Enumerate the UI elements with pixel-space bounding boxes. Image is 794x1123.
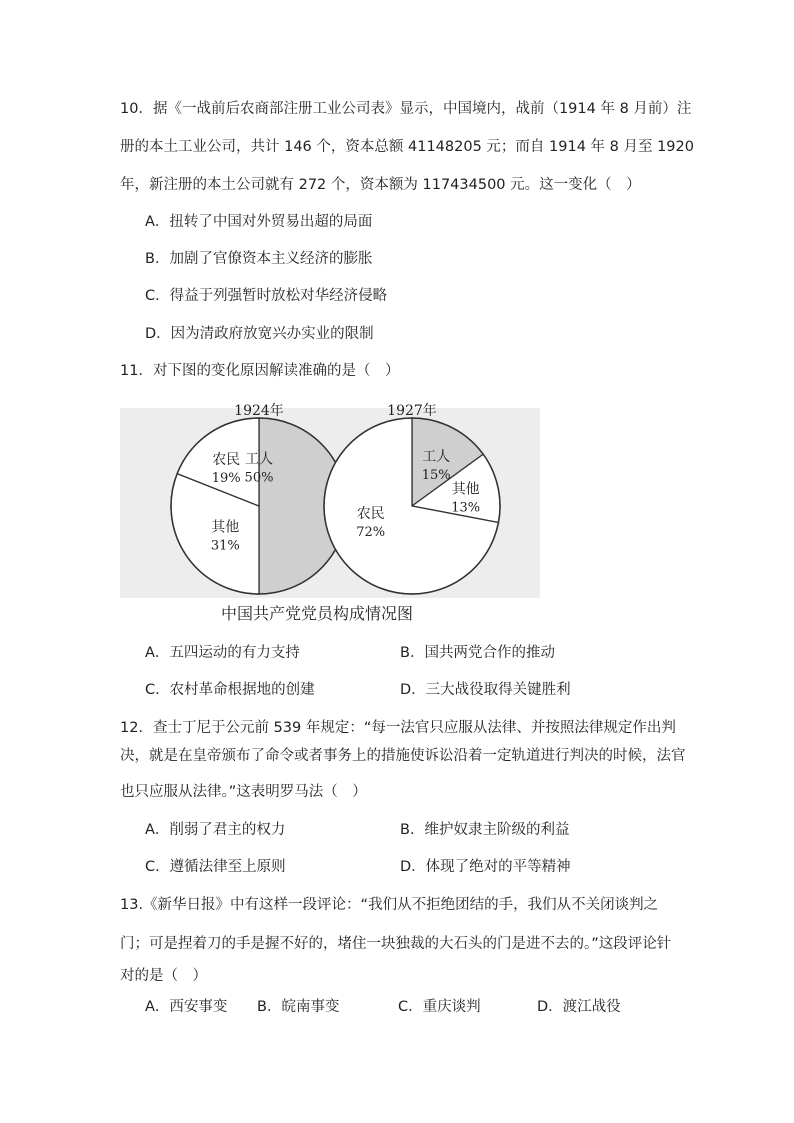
q13-stem-line-3: 对的是（ ）	[120, 968, 207, 984]
pie-slice-value: 15%	[421, 468, 451, 484]
q13-stem-line-1: 13.《新华日报》中有这样一段评论：“我们从不拒绝团结的手，我们从不关闭谈判之	[120, 897, 659, 913]
q10-stem-line-2: 册的本土工业公司，共计 146 个，资本总额 41148205 元；而自 1914 年 8 月至 1920	[120, 139, 694, 155]
pie-title: 1927年	[387, 403, 437, 419]
q11-option-d[interactable]: D．三大战役取得关键胜利	[400, 682, 571, 698]
q12-stem-line-3: 也只应服从法律。”这表明罗马法（ ）	[120, 784, 367, 800]
q13-option-a[interactable]: A．西安事变	[145, 999, 228, 1015]
q12-option-c[interactable]: C．遵循法律至上原则	[145, 859, 286, 875]
chart-caption: 中国共产党党员构成情况图	[220, 604, 414, 623]
party-membership-chart	[120, 398, 540, 630]
q12-stem-line-1: 12．查士丁尼于公元前 539 年规定：“每一法官只应服从法律、并按照法律规定作出判	[120, 720, 676, 736]
q11-option-c[interactable]: C．农村革命根据地的创建	[145, 682, 315, 698]
pie-slice-label: 其他	[211, 519, 240, 536]
q11-option-a[interactable]: A．五四运动的有力支持	[145, 645, 300, 661]
pie-slice-label: 农民	[356, 506, 385, 522]
q13-option-c[interactable]: C．重庆谈判	[398, 999, 481, 1015]
q13-option-d[interactable]: D．渡江战役	[537, 999, 621, 1015]
q12-option-a[interactable]: A．削弱了君主的权力	[145, 822, 286, 838]
pie-charts-svg	[120, 398, 540, 630]
q12-stem-line-2: 决，就是在皇帝颁布了命令或者事务上的措施使诉讼沿着一定轨道进行判决的时候，法官	[120, 748, 686, 764]
pie-slice-label: 农民	[212, 451, 241, 468]
q12-option-d[interactable]: D．体现了绝对的平等精神	[400, 859, 571, 875]
q10-option-c[interactable]: C．得益于列强暂时放松对华经济侵略	[145, 288, 388, 304]
pie-slice-label: 其他	[451, 481, 480, 498]
q13-stem-line-2: 门；可是捏着刀的手是握不好的，堵住一块独裁的大石头的门是进不去的。”这段评论针	[120, 936, 672, 952]
q10-option-b[interactable]: B．加剧了官僚资本主义经济的膨胀	[145, 251, 373, 267]
pie-slice-label: 工人	[422, 449, 451, 466]
q10-option-d[interactable]: D．因为清政府放宽兴办实业的限制	[145, 326, 374, 342]
pie-1924	[171, 402, 347, 594]
pie-slice-value: 50%	[244, 470, 274, 486]
q12-option-b[interactable]: B．维护奴隶主阶级的利益	[400, 822, 570, 838]
q11-stem: 11．对下图的变化原因解读准确的是（ ）	[120, 363, 400, 379]
pie-slice-value: 19%	[211, 470, 241, 486]
pie-1927	[324, 402, 500, 594]
q13-option-b[interactable]: B．皖南事变	[257, 999, 340, 1015]
pie-slice-value: 72%	[356, 525, 386, 540]
q10-option-a[interactable]: A．扭转了中国对外贸易出超的局面	[145, 214, 373, 230]
q10-stem-line-3: 年，新注册的本土公司就有 272 个，资本额为 117434500 元。这一变化（ ）	[120, 177, 641, 193]
pie-slice-label: 工人	[245, 451, 273, 468]
pie-slice-value: 13%	[451, 500, 481, 516]
q10-stem-line-1: 10．据《一战前后农商部注册工业公司表》显示，中国境内，战前（1914 年 8 月前）注	[120, 101, 692, 117]
pie-title: 1924年	[234, 403, 284, 419]
pie-slice-value: 31%	[210, 538, 240, 554]
q11-option-b[interactable]: B．国共两党合作的推动	[400, 645, 555, 661]
